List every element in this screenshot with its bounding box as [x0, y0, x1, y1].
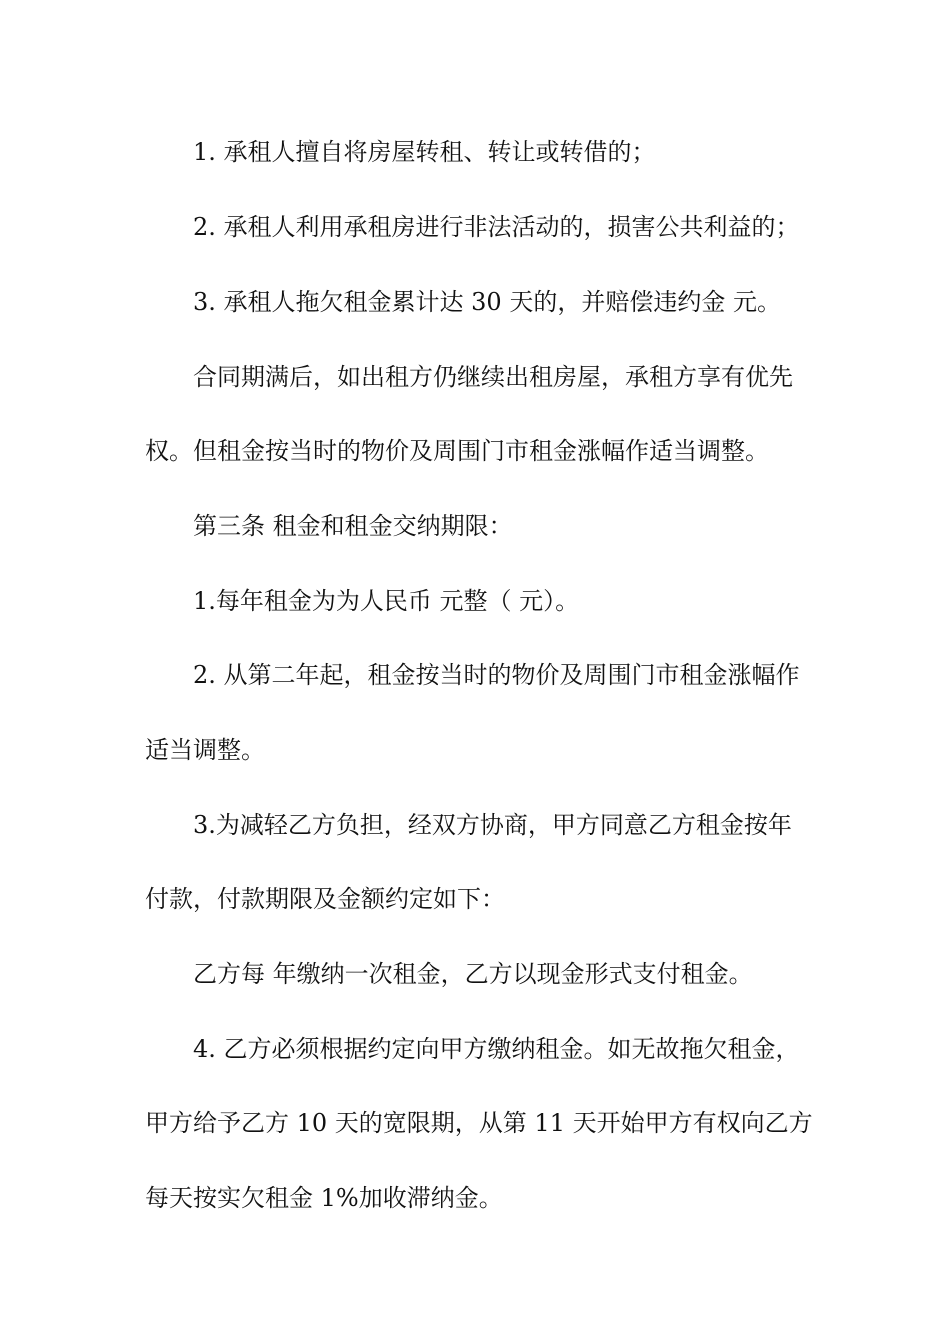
clause-item-2: 2. 承租人利用承租房进行非法活动的，损害公共利益的； — [193, 213, 800, 241]
rent-item-4: 4. 乙方必须根据约定向甲方缴纳租金。如无故拖欠租金， — [193, 1035, 800, 1063]
paragraph-line: 甲方给予乙方 10 天的宽限期，从第 11 天开始甲方有权向乙方 — [145, 1109, 813, 1137]
clause-item-1: 1. 承租人擅自将房屋转租、转让或转借的； — [193, 138, 656, 166]
paragraph-line: 乙方每 年缴纳一次租金，乙方以现金形式支付租金。 — [193, 960, 753, 988]
paragraph-line: 权。但租金按当时的物价及周围门市租金涨幅作适当调整。 — [145, 437, 769, 465]
rent-item-3: 3.为减轻乙方负担，经双方协商，甲方同意乙方租金按年 — [193, 811, 792, 839]
rent-item-2: 2. 从第二年起，租金按当时的物价及周围门市租金涨幅作 — [193, 661, 800, 689]
clause-item-3: 3. 承租人拖欠租金累计达 30 天的，并赔偿违约金 元。 — [193, 288, 781, 316]
rent-item-1: 1.每年租金为为人民币 元整（ 元）。 — [193, 587, 580, 615]
section-heading: 第三条 租金和租金交纳期限： — [193, 512, 513, 540]
paragraph-line: 每天按实欠租金 1%加收滞纳金。 — [145, 1184, 503, 1212]
paragraph-line: 适当调整。 — [145, 736, 265, 764]
paragraph-line: 付款，付款期限及金额约定如下： — [145, 885, 505, 913]
paragraph-line: 合同期满后，如出租方仍继续出租房屋，承租方享有优先 — [193, 363, 793, 391]
